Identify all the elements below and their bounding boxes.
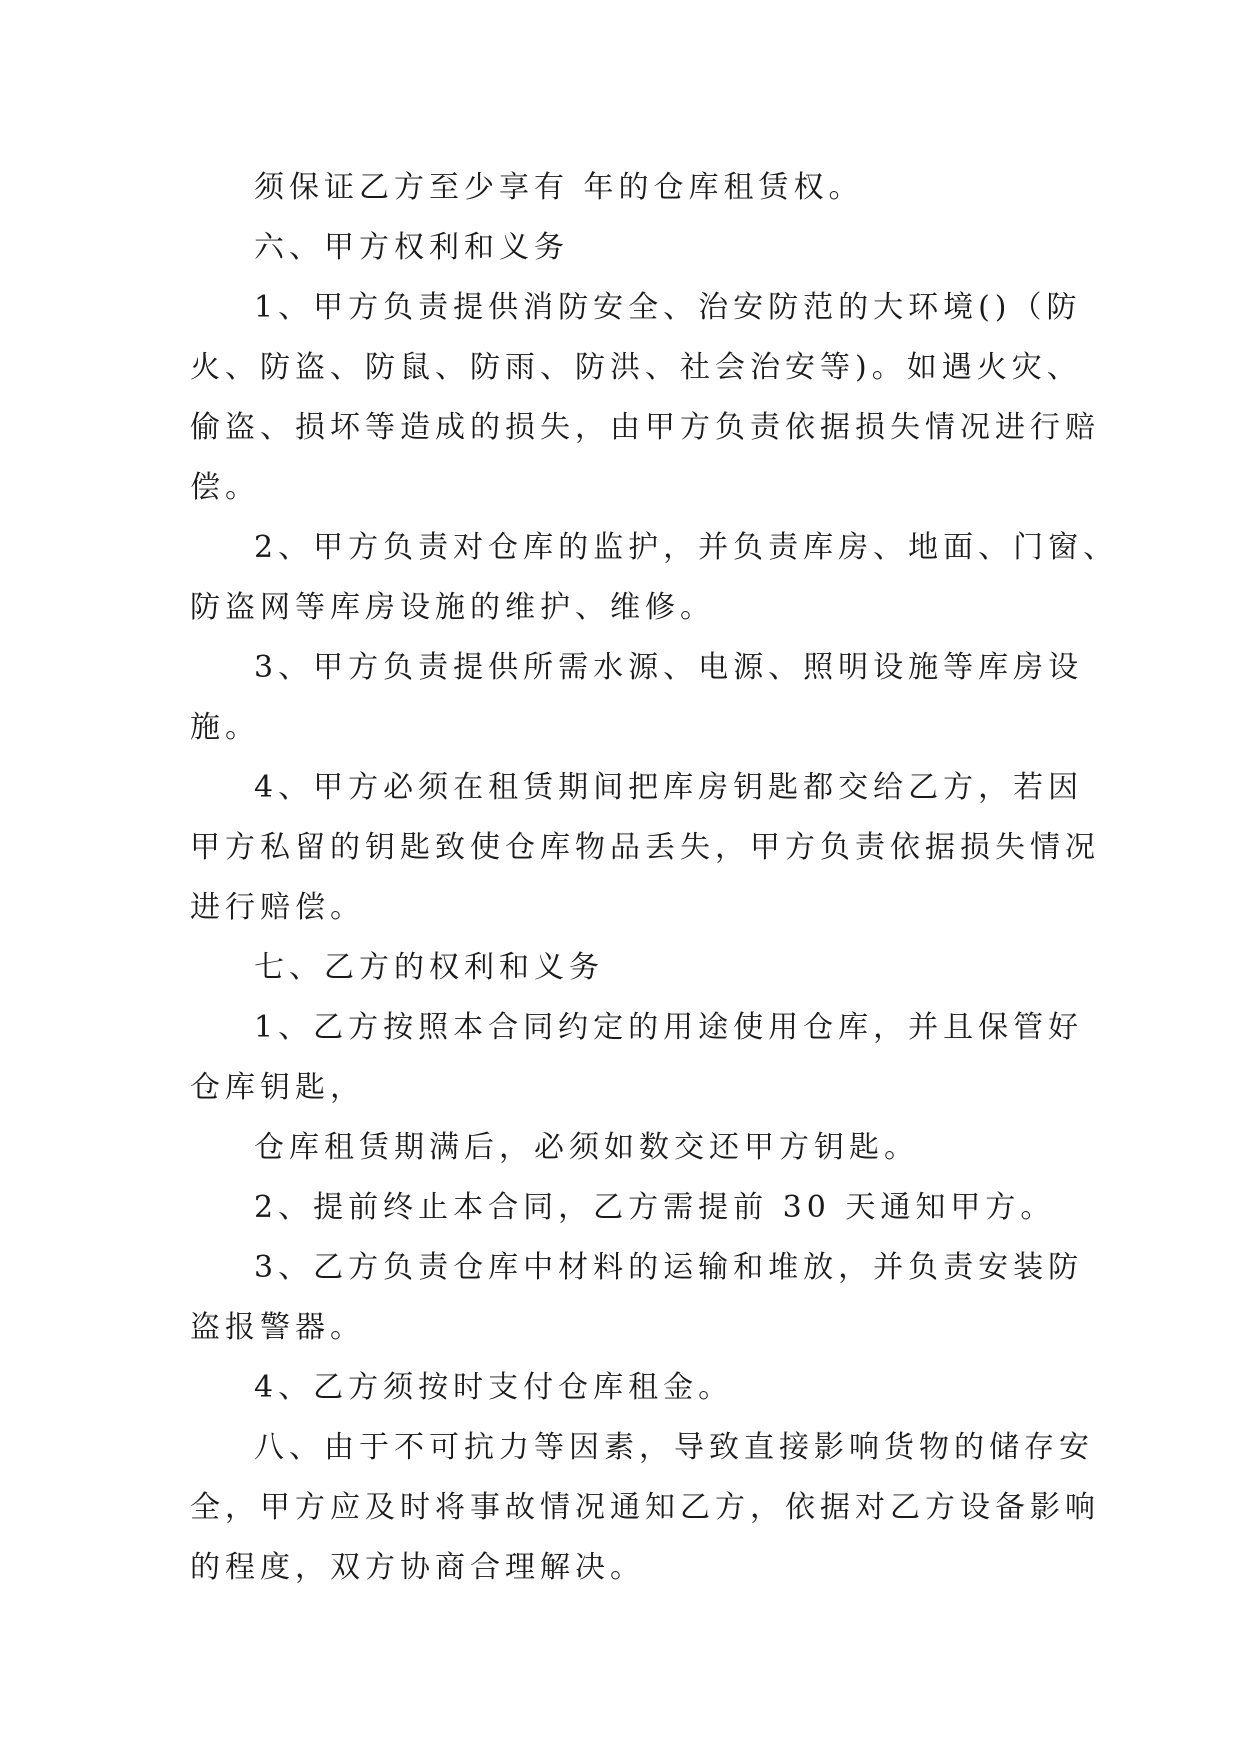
contract-body <box>190 158 1119 1598</box>
text-line: 1、甲方负责提供消防安全、治安防范的大环境()（防 <box>254 290 1082 325</box>
text-line: 盗报警器。 <box>190 1310 365 1345</box>
text-line: 火、防盗、防鼠、防雨、防洪、社会治安等)。如遇火灾、 <box>190 350 1082 385</box>
text-line: 全，甲方应及时将事故情况通知乙方，依据对乙方设备影响 <box>190 1490 1100 1525</box>
text-line: 进行赔偿。 <box>190 890 365 925</box>
section-heading-8: 八、由于不可抗力等因素，导致直接影响货物的储存安 <box>254 1430 1094 1465</box>
text-line: 2、提前终止本合同，乙方需提前 30 天通知甲方。 <box>254 1190 1056 1225</box>
text-line: 4、乙方须按时支付仓库租金。 <box>254 1370 734 1405</box>
text-line: 甲方私留的钥匙致使仓库物品丢失，甲方负责依据损失情况 <box>190 830 1100 865</box>
text-line: 仓库租赁期满后，必须如数交还甲方钥匙。 <box>254 1130 919 1165</box>
text-line: 4、甲方必须在租赁期间把库房钥匙都交给乙方，若因 <box>254 770 1084 805</box>
text-line: 施。 <box>190 710 260 745</box>
text-line: 防盗网等库房设施的维护、维修。 <box>190 590 715 625</box>
text-line: 3、甲方负责提供所需水源、电源、照明设施等库房设 <box>254 650 1084 685</box>
text-line: 偷盗、损坏等造成的损失，由甲方负责依据损失情况进行赔 <box>190 410 1100 445</box>
section-heading-6: 六、甲方权利和义务 <box>254 230 569 265</box>
text-line: 2、甲方负责对仓库的监护，并负责库房、地面、门窗、 <box>254 530 1119 565</box>
text-line: 须保证乙方至少享有 年的仓库租赁权。 <box>254 170 864 205</box>
text-line: 偿。 <box>190 470 260 505</box>
text-line: 1、乙方按照本合同约定的用途使用仓库，并且保管好 <box>254 1010 1084 1045</box>
text-line: 的程度，双方协商合理解决。 <box>190 1550 645 1585</box>
text-line: 3、乙方负责仓库中材料的运输和堆放，并负责安装防 <box>254 1250 1084 1285</box>
text-line: 仓库钥匙， <box>190 1070 365 1105</box>
section-heading-7: 七、乙方的权利和义务 <box>254 950 604 985</box>
